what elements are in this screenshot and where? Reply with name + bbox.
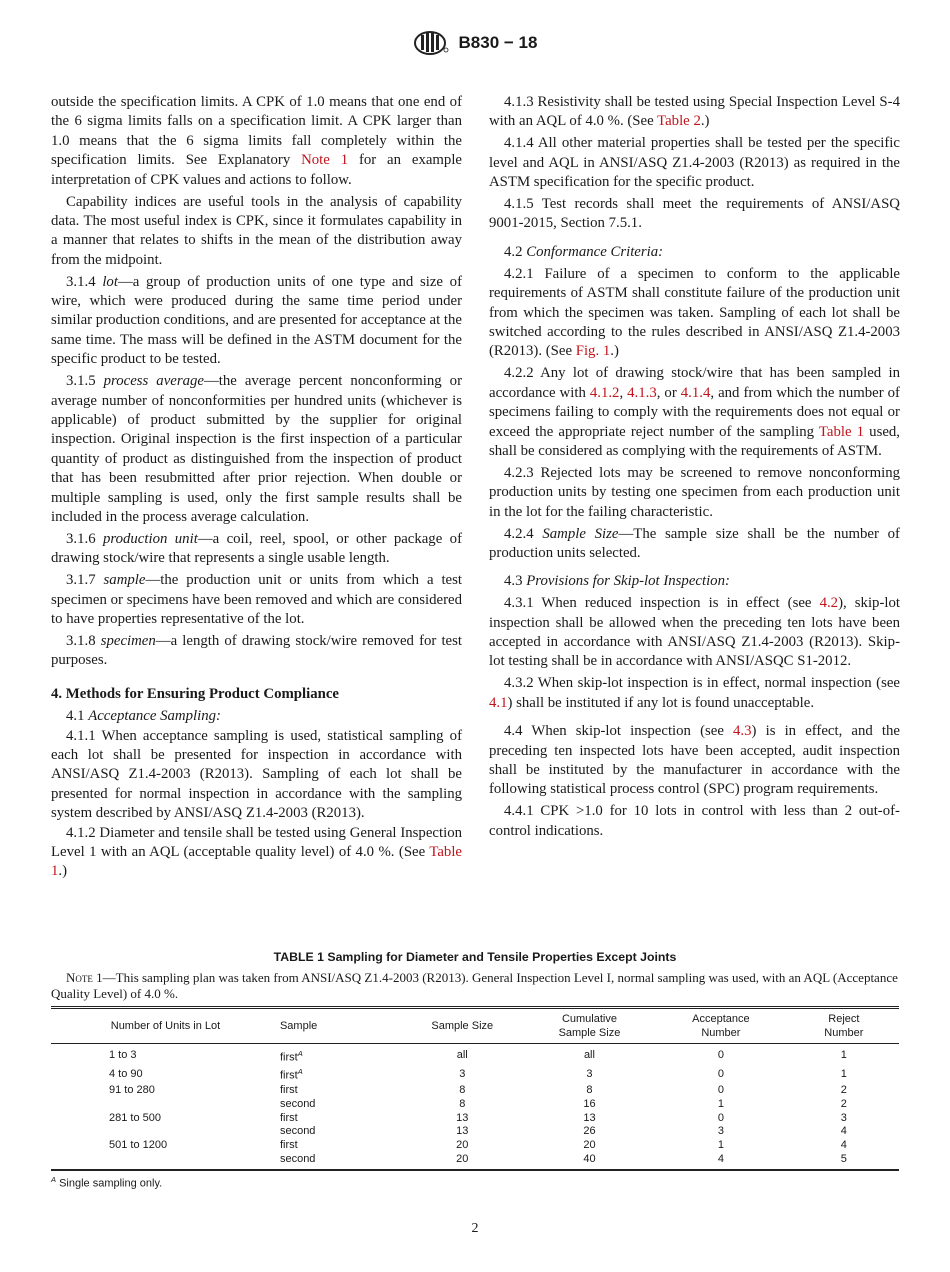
paragraph-text: .) [700,113,710,130]
italic-term: production unit [103,530,198,547]
table-cell: 3 [840,1111,847,1124]
table-cell: 20 [583,1139,596,1152]
cross-reference-link[interactable]: Table 2 [657,113,701,130]
column-header: Cumulative Sample Size [526,1008,653,1044]
paragraph-text: 4.4 When skip-lot inspection (see [504,723,734,740]
paragraph [489,572,900,591]
paragraph [51,93,462,190]
table-cell: 0 [717,1067,724,1080]
table-header-row [51,1008,899,1044]
table-cell: 1 [840,1067,847,1080]
lot-size-cell [51,1125,280,1139]
italic-term: Conformance Criteria: [526,243,664,260]
lot-size-cell: 91 to 280 [109,1083,155,1096]
paragraph-text: Capability indices are useful tools in the analysis of capability data. The most useful index is CPK, since it formulates capability in a manner that relates to shifts in the mean of the distribution away from the midpoint. [51,193,462,268]
paragraph-text: 4.1 [66,708,89,725]
lot-size-cell: 1 to 3 [109,1049,137,1062]
paragraph-text: , [619,384,628,401]
paragraph-text: 3.1.5 [66,373,104,390]
paragraph [489,802,900,841]
paragraph-text: 4.2.2 Any lot of drawing stock/wire that has been sampled in accordance with [489,365,900,401]
table-1 [51,950,899,1189]
cross-reference-link[interactable]: 4.3 [733,723,752,740]
sampling-table [51,1006,899,1171]
paragraph [51,824,462,882]
lot-size-cell: 501 to 1200 [109,1139,168,1152]
table-cell: 0 [717,1111,724,1124]
paragraph-text: ), skip-lot inspection shall be allowed when the preceding ten lots have been accepted in accordance with ANSI/ASQ Z1.4-2003 (R2013). Skip-lot testing shall be in accordance with ANSI/ASQC S1-2012. [489,595,901,670]
paragraph-text: 3.1.4 [66,273,103,290]
column-header: Acceptance Number [653,1008,789,1044]
italic-term: Sample Size [542,525,619,542]
table-cell: 26 [583,1125,596,1138]
paragraph-text: 3.1.6 [66,530,103,547]
table-cell: 3 [586,1067,593,1080]
table-cell: 13 [583,1111,596,1124]
sample-label: first [279,1051,298,1064]
table-row [51,1084,899,1098]
sample-label: first [279,1111,298,1124]
paragraph-text: .) [58,863,68,880]
table-cell: 8 [459,1097,466,1110]
column-header: Sample [280,1008,399,1044]
italic-term: sample [103,572,146,589]
paragraph-text: 4.2 [504,243,527,260]
table-cell: 4 [653,1153,789,1170]
paragraph [51,707,462,726]
astm-logo-icon [413,30,449,56]
lot-size-cell [51,1153,280,1170]
section-heading: 4. Methods for Ensuring Product Compliance [51,685,340,702]
table-row [51,1065,899,1083]
sample-cell [280,1153,399,1170]
paragraph [51,530,462,569]
paragraph-text: 4.3.1 When reduced inspection is in effect (see [504,595,820,612]
cross-reference-link[interactable]: 4.1.2 [589,384,620,401]
paragraph-text: —a group of production units of one type and size of wire, which were produced during the same time period under similar production conditions, and are presented for acceptance at the same time. The mass will be defined in the ASTM document for the specific product to be tested. [51,273,463,368]
paragraph [489,243,900,262]
left-column [51,93,462,884]
table-cell: 3 [459,1067,466,1080]
footnote-mark: A [297,1049,303,1058]
note-text: —This sampling plan was taken from ANSI/ASQ Z1.4-2003 (R2013). General Inspection Level I, normal sampling was used, with an AQL (Acceptance Quality Level) of 4.0 %. [51,970,898,1001]
paragraph-text: 4.1.4 All other material properties shall be tested per the specific level and AQL in ANSI/ASQ Z1.4-2003 (R2013) as required in the ASTM specification for the specific product. [489,135,900,191]
table-cell: 3 [717,1125,724,1138]
cross-reference-link[interactable]: Fig. 1 [575,343,611,360]
table-row [51,1044,899,1066]
paragraph-text: 4.1.3 Resistivity shall be tested using Special Inspection Level S-4 with an AQL of 4.0 %. (See [489,94,900,130]
paragraph [489,134,900,192]
sample-cell [280,1065,399,1083]
table-cell: 4 [840,1139,847,1152]
cross-reference-link[interactable]: Table 1 [51,844,462,880]
cross-reference-link[interactable]: Note 1 [301,152,349,169]
paragraph-text: 4.1.5 Test records shall meet the requirements of ANSI/ASQ 9001-2015, Section 7.5.1. [489,196,900,232]
paragraph-text: 4.1.1 When acceptance sampling is used, statistical sampling of each lot shall be presented for inspection in accordance with ANSI/ASQ Z1.4-2003 (R2013). Sampling of each lot shall be presented for normal inspection in accordance with the sampling system described by ANSI/ASQ Z1.4-2003 (R2013). [51,727,462,822]
paragraph [489,674,900,713]
sample-label: first [279,1139,298,1152]
sample-cell [280,1084,399,1098]
table-row [51,1153,899,1170]
lot-size-cell: 4 to 90 [109,1067,143,1080]
paragraph [489,594,900,672]
table-cell: 2 [840,1083,847,1096]
column-header: Reject Number [789,1008,899,1044]
italic-term: specimen [100,632,156,649]
paragraph-text: .) [610,343,619,360]
cross-reference-link[interactable]: 4.1 [489,694,508,711]
paragraph-text: —a coil, reel, spool, or other package of drawing stock/wire that represents a single usable length. [51,530,463,567]
table-cell: 1 [840,1049,847,1062]
table-cell: 20 [399,1153,526,1170]
table-cell: 0 [717,1049,724,1062]
table-cell: 16 [583,1097,596,1110]
paragraph [489,722,900,800]
standard-code: B830 − 18 [458,33,538,52]
paragraph-text: 4.2.1 Failure of a specimen to conform to the applicable requirements of ASTM shall constitute failure of the production unit from which the specimen was taken. Sampling of each lot shall be switched according to the rules described in ANSI/ASQ Z1.4-2003 (R2013). (See [489,265,900,360]
paragraph-text: 4.1.2 Diameter and tensile shall be tested using General Inspection Level 1 with an AQL (acceptable quality level) of 4.0 %. (See [51,824,462,861]
paragraph-text: ) shall be instituted if any lot is found unacceptable. [507,694,815,711]
paragraph-text: —the production unit or units from which a test specimen or specimens have been removed and which are considered to have properties representative of the lot. [51,572,462,628]
footnote-mark: A [297,1067,303,1077]
table-row [51,1112,899,1126]
paragraph-text: ) is in effect, and the preceding ten inspected lots have been accepted, audit inspection shall be instituted by the manufacturer in accordance with the following statistical process control (SPC) program requirements. [489,723,900,798]
paragraph [51,571,462,629]
paragraph-text: 4.3 [504,573,527,590]
paragraph-text: outside the specification limits. A CPK of 1.0 means that one end of the 6 sigma limits falls on a specification limit. A CPK larger than 1.0 means that the 6 sigma limits fall completely within the specification limits. See Explanatory [51,94,462,169]
cross-reference-link[interactable]: Table 1 [818,423,865,440]
paragraph-text: 3.1.8 [66,632,101,649]
paragraph [51,273,462,370]
note-label: Note 1 [66,970,103,985]
paragraph-text: , and from which the number of specimens failing to comply with the requirements does not equal or exceed the appropriate reject number of the sampling [489,384,900,440]
table-cell: 5 [789,1153,899,1170]
italic-term: Provisions for Skip-lot Inspection: [526,573,730,590]
table-row [51,1125,899,1139]
paragraph-text: 4.3.2 When skip-lot inspection is in effect, normal inspection (see [504,675,900,692]
cross-reference-link[interactable]: 4.2 [819,595,839,612]
sample-label: second [279,1097,316,1110]
sample-label: second [279,1152,316,1165]
paragraph-text: 4.2.4 [504,525,543,542]
paragraph [489,265,900,362]
sample-cell [280,1125,399,1139]
footnote-text: Single sampling only. [56,1177,163,1190]
paragraph-text: —the average percent nonconforming or average number of nonconformities per hundred units (whichever is applicable) of product submitted by the supplier for original inspection. Original inspection is the first inspection of a particular quantity of product as distinguished from the inspection of product that has been resubmitted after prior rejection. When double or multiple sampling is used, only the first sample results shall be included in the process average calculation. [51,373,463,526]
paragraph [51,632,462,671]
italic-term: process average [103,373,204,390]
paragraph [51,193,462,271]
table-cell: 1 [717,1097,724,1110]
paragraph [489,93,900,132]
table-cell: 40 [526,1153,653,1170]
table-cell: 20 [456,1139,469,1152]
sample-label: first [279,1083,298,1096]
paragraph [51,372,462,527]
table-note [51,970,899,1002]
paragraph [51,727,462,824]
footnote-mark: A [51,1174,57,1184]
table-row [51,1098,899,1112]
paragraph [489,364,900,461]
italic-term: Acceptance Sampling: [88,708,221,725]
table-cell: 8 [586,1083,593,1096]
sample-cell [280,1098,399,1112]
paragraph-text: , or [656,384,681,401]
table-cell: all [456,1049,468,1062]
paragraph [489,525,900,564]
table-cell: 13 [456,1111,469,1124]
paragraph-text: for an example interpretation of CPK values and actions to follow. [51,152,462,188]
table-footnote [51,1175,899,1190]
paragraph-text: 4.2.3 Rejected lots may be screened to remove nonconforming production units by testing one specimen from each production unit in the lot for the failing characteristic. [489,464,900,520]
paragraph-text: 4.4.1 CPK >1.0 for 10 lots in control with less than 2 out-of-control indications. [489,803,900,839]
paragraph-text: 3.1.7 [66,572,104,589]
paragraph [489,464,900,522]
table-title: TABLE 1 Sampling for Diameter and Tensile Properties Except Joints [273,950,677,964]
table-cell: 4 [840,1125,847,1138]
right-column [489,93,900,844]
table-cell: 1 [717,1139,724,1152]
paragraph [489,195,900,234]
column-header: Sample Size [399,1008,526,1044]
italic-term: lot [102,273,118,290]
page-number: 2 [471,1221,479,1236]
column-header: Number of Units in Lot [51,1008,280,1044]
table-cell: 2 [840,1097,847,1110]
table-cell: 13 [456,1125,469,1138]
cross-reference-link[interactable]: 4.1.4 [680,384,711,401]
table-row [51,1139,899,1153]
sample-cell [280,1044,399,1066]
table-cell: 0 [717,1083,724,1096]
paragraph-text: used, shall be considered as complying with the requirements of ASTM. [489,423,900,459]
table-cell: 8 [459,1083,466,1096]
page-header [0,30,950,56]
lot-size-cell: 281 to 500 [109,1111,161,1124]
lot-size-cell [51,1098,280,1112]
sample-cell [280,1139,399,1153]
cross-reference-link[interactable]: 4.1.3 [627,384,657,401]
table-cell: all [583,1049,595,1062]
paragraph-text: —The sample size shall be the number of production units selected. [489,525,900,561]
paragraph-text: —a length of drawing stock/wire removed for test purposes. [51,632,462,669]
sample-label: first [279,1070,298,1083]
sample-cell [280,1112,399,1126]
sample-label: second [279,1125,316,1138]
